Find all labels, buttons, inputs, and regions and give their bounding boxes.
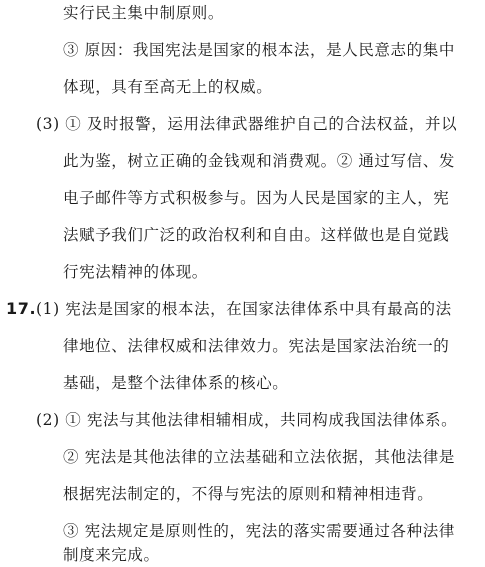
text-line: (3) ① 及时报警，运用法律武器维护自己的合法权益，并以 bbox=[36, 115, 458, 133]
text-line: ③ 宪法规定是原则性的，宪法的落实需要通过各种法律 bbox=[63, 522, 455, 540]
text-line: ② 宪法是其他法律的立法基础和立法依据，其他法律是 bbox=[63, 448, 455, 466]
question-number: 17. bbox=[6, 299, 37, 318]
text-line: 根据宪法制定的，不得与宪法的原则和精神相违背。 bbox=[63, 485, 434, 503]
text-line: 制度来完成。 bbox=[63, 546, 160, 564]
text-line: 此为鉴，树立正确的金钱观和消费观。② 通过写信、发 bbox=[63, 152, 455, 170]
text-line: 电子邮件等方式积极参与。因为人民是国家的主人，宪 bbox=[63, 189, 450, 207]
text-line: (2) ① 宪法与其他法律相辅相成，共同构成我国法律体系。 bbox=[36, 411, 458, 429]
text-line: 法赋予我们广泛的政治权利和自由。这样做也是自觉践 bbox=[63, 226, 450, 244]
text-line: ③ 原因：我国宪法是国家的根本法，是人民意志的集中 bbox=[63, 41, 455, 59]
text-line: 基础，是整个法律体系的核心。 bbox=[63, 374, 289, 392]
text-line: (1) 宪法是国家的根本法，在国家法律体系中具有最高的法 bbox=[36, 300, 452, 318]
text-line: 实行民主集中制原则。 bbox=[63, 4, 225, 22]
text-line: 律地位、法律权威和法律效力。宪法是国家法治统一的 bbox=[63, 337, 450, 355]
text-line: 行宪法精神的体现。 bbox=[63, 263, 208, 281]
text-line: 体现，具有至高无上的权威。 bbox=[63, 78, 273, 96]
